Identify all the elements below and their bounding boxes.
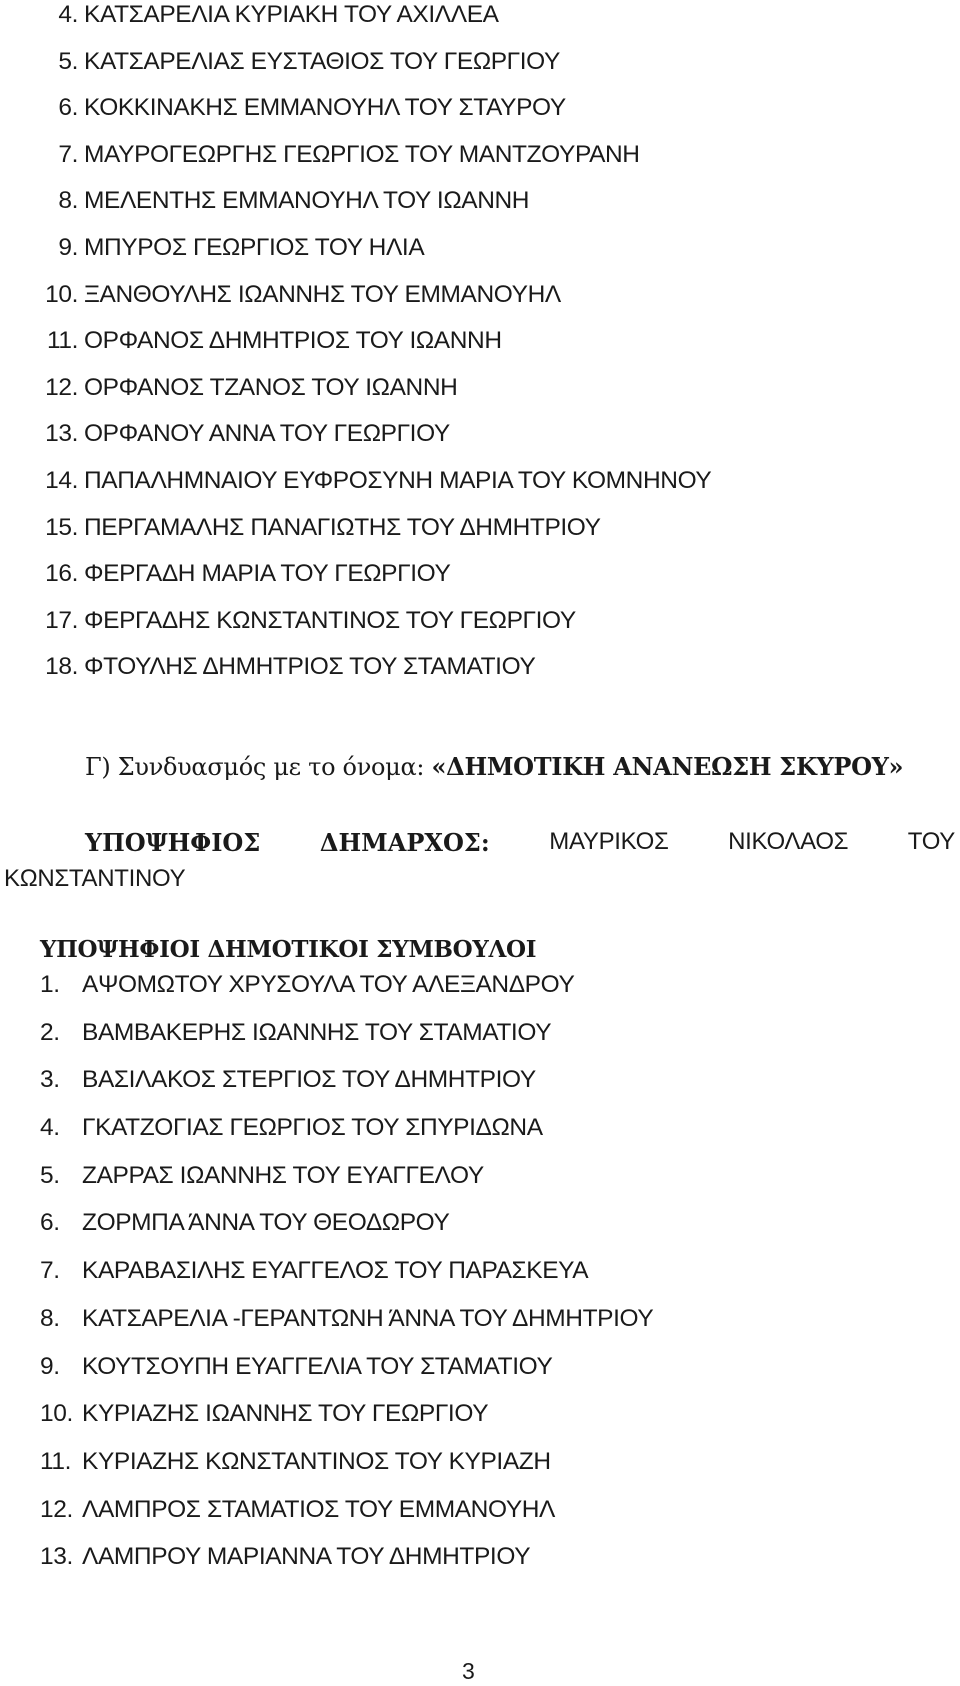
section-heading-prefix: Γ) Συνδυασμός με το όνομα:: [85, 753, 432, 781]
list-item-name: ΚΑΡΑΒΑΣΙΛΗΣ ΕΥΑΓΓΕΛΟΣ ΤΟΥ ΠΑΡΑΣΚΕΥΑ: [82, 1257, 589, 1285]
list-item-number: 11.: [46, 327, 78, 355]
candidate-list-item: [0, 93, 711, 140]
councillor-list-item: [0, 970, 653, 1018]
candidate-list-item: [0, 652, 711, 699]
candidate-list-item: [0, 47, 711, 94]
list-item-number: 10.: [45, 280, 78, 308]
councillor-list-item: [0, 1161, 653, 1209]
list-item-number: 6.: [40, 1209, 60, 1237]
mayor-name-word3: ΤΟΥ: [907, 828, 955, 855]
list-item-name: ΚΥΡΙΑΖΗΣ ΚΩΝΣΤΑΝΤΙΝΟΣ ΤΟΥ ΚΥΡΙΑΖΗ: [82, 1447, 551, 1475]
candidate-list-item: [0, 559, 711, 606]
councillors-heading: ΥΠΟΨΗΦΙΟΙ ΔΗΜΟΤΙΚΟΙ ΣΥΜΒΟΥΛΟΙ: [40, 936, 537, 963]
councillor-list-item: [0, 1256, 653, 1304]
councillor-list-item: [0, 1113, 653, 1161]
list-item-name: ΞΑΝΘΟΥΛΗΣ ΙΩΑΝΝΗΣ ΤΟΥ ΕΜΜΑΝΟΥΗΛ: [84, 280, 561, 308]
list-item-name: ΑΨΟΜΩΤΟΥ ΧΡΥΣΟΥΛΑ ΤΟΥ ΑΛΕΞΑΝΔΡΟΥ: [82, 971, 575, 998]
list-item-number: 10.: [40, 1400, 73, 1428]
list-item-name: ΠΕΡΓΑΜΑΛΗΣ ΠΑΝΑΓΙΩΤΗΣ ΤΟΥ ΔΗΜΗΤΡΙΟΥ: [84, 513, 601, 541]
party-name: «ΔΗΜΟΤΙΚΗ ΑΝΑΝΕΩΣΗ ΣΚΥΡΟΥ»: [431, 752, 904, 781]
list-item-number: 4.: [40, 1114, 60, 1142]
list-item-number: 3.: [40, 1066, 60, 1094]
mayor-name-word1: ΜΑΥΡΙΚΟΣ: [549, 828, 669, 855]
list-item-number: 2.: [40, 1018, 60, 1046]
list-item-name: ΚΑΤΣΑΡΕΛΙΑ ΚΥΡΙΑΚΗ ΤΟΥ ΑΧΙΛΛΕΑ: [84, 1, 499, 28]
mayor-label-word1: ΥΠΟΨΗΦΙΟΣ: [85, 828, 261, 857]
mayor-label-word2: ΔΗΜΑΡΧΟΣ:: [319, 828, 490, 857]
councillor-list-item: [0, 1352, 653, 1400]
list-item-name: ΜΕΛΕΝΤΗΣ ΕΜΜΑΝΟΥΗΛ ΤΟΥ ΙΩΑΝΝΗ: [84, 187, 530, 215]
list-item-name: ΚΑΤΣΑΡΕΛΙΑΣ ΕΥΣΤΑΘΙΟΣ ΤΟΥ ΓΕΩΡΓΙΟΥ: [84, 47, 560, 75]
list-item-name: ΒΑΣΙΛΑΚΟΣ ΣΤΕΡΓΙΟΣ ΤΟΥ ΔΗΜΗΤΡΙΟΥ: [82, 1066, 536, 1094]
councillor-list-item: [0, 1208, 653, 1256]
list-item-number: 9.: [58, 233, 78, 261]
list-item-name: ΟΡΦΑΝΟΥ ΑΝΝΑ ΤΟΥ ΓΕΩΡΓΙΟΥ: [84, 420, 450, 448]
list-item-number: 13.: [45, 420, 78, 448]
list-item-number: 14.: [45, 466, 78, 494]
list-item-name: ΜΠΥΡΟΣ ΓΕΩΡΓΙΟΣ ΤΟΥ ΗΛΙΑ: [84, 233, 425, 261]
list-item-number: 8.: [58, 187, 78, 215]
candidate-list-item: [0, 0, 711, 47]
list-item-name: ΟΡΦΑΝΟΣ ΤΖΑΝΟΣ ΤΟΥ ΙΩΑΝΝΗ: [84, 373, 458, 401]
councillor-list-item: [0, 1495, 653, 1543]
list-item-name: ΖΑΡΡΑΣ ΙΩΑΝΝΗΣ ΤΟΥ ΕΥΑΓΓΕΛΟΥ: [82, 1161, 484, 1189]
list-item-name: ΖΟΡΜΠΑ ΆΝΝΑ ΤΟΥ ΘΕΟΔΩΡΟΥ: [82, 1209, 450, 1237]
councillor-list-item: [0, 1542, 653, 1590]
councillor-list-item: [0, 1447, 653, 1495]
councillor-list-item: [0, 1399, 653, 1447]
list-item-name: ΛΑΜΠΡΟΣ ΣΤΑΜΑΤΙΟΣ ΤΟΥ ΕΜΜΑΝΟΥΗΛ: [82, 1495, 556, 1523]
mayor-name-word2: ΝΙΚΟΛΑΟΣ: [728, 828, 849, 855]
list-item-number: 7.: [58, 140, 78, 168]
list-item-number: 8.: [40, 1304, 60, 1332]
candidate-list-item: [0, 513, 711, 560]
list-item-number: 12.: [45, 373, 78, 401]
list-item-name: ΛΑΜΠΡΟΥ ΜΑΡΙΑΝΝΑ ΤΟΥ ΔΗΜΗΤΡΙΟΥ: [82, 1543, 531, 1571]
list-item-name: ΚΥΡΙΑΖΗΣ ΙΩΑΝΝΗΣ ΤΟΥ ΓΕΩΡΓΙΟΥ: [82, 1400, 489, 1428]
candidate-list-item: [0, 280, 711, 327]
list-item-number: 12.: [40, 1495, 73, 1523]
candidate-list-item: [0, 140, 711, 187]
list-item-name: ΓΚΑΤΖΟΓΙΑΣ ΓΕΩΡΓΙΟΣ ΤΟΥ ΣΠΥΡΙΔΩΝΑ: [82, 1114, 543, 1142]
councillor-list-item: [0, 1065, 653, 1113]
section-heading: [85, 752, 903, 781]
councillor-list-item: [0, 1018, 653, 1066]
list-item-name: ΠΑΠΑΛΗΜΝΑΙΟΥ ΕΥΦΡΟΣΥΝΗ ΜΑΡΙΑ ΤΟΥ ΚΟΜΝΗΝΟΥ: [84, 466, 712, 494]
list-item-name: ΟΡΦΑΝΟΣ ΔΗΜΗΤΡΙΟΣ ΤΟΥ ΙΩΑΝΝΗ: [84, 327, 502, 355]
councillor-list: [0, 970, 653, 1590]
list-item-number: 1.: [40, 971, 60, 998]
list-item-number: 16.: [45, 560, 78, 588]
list-item-number: 17.: [45, 606, 78, 634]
list-item-name: ΦΕΡΓΑΔΗΣ ΚΩΝΣΤΑΝΤΙΝΟΣ ΤΟΥ ΓΕΩΡΓΙΟΥ: [84, 606, 576, 634]
list-item-name: ΚΟΥΤΣΟΥΠΗ ΕΥΑΓΓΕΛΙΑ ΤΟΥ ΣΤΑΜΑΤΙΟΥ: [82, 1352, 553, 1380]
list-item-name: ΦΕΡΓΑΔΗ ΜΑΡΙΑ ΤΟΥ ΓΕΩΡΓΙΟΥ: [84, 560, 451, 588]
mayor-candidate-line: [85, 828, 955, 857]
candidate-list-item: [0, 466, 711, 513]
mayor-name-line2: ΚΩΝΣΤΑΝΤΙΝΟΥ: [4, 865, 186, 892]
list-item-number: 5.: [40, 1161, 60, 1189]
councillor-list-item: [0, 1304, 653, 1352]
list-item-name: ΜΑΥΡΟΓΕΩΡΓΗΣ ΓΕΩΡΓΙΟΣ ΤΟΥ ΜΑΝΤΖΟΥΡΑΝΗ: [84, 140, 640, 168]
list-item-number: 6.: [58, 94, 78, 122]
list-item-number: 7.: [40, 1257, 60, 1285]
list-item-number: 11.: [40, 1447, 72, 1475]
list-item-number: 13.: [40, 1543, 73, 1571]
candidate-list-item: [0, 606, 711, 653]
candidate-list-item: [0, 326, 711, 373]
candidate-list-item: [0, 419, 711, 466]
list-item-name: ΚΟΚΚΙΝΑΚΗΣ ΕΜΜΑΝΟΥΗΛ ΤΟΥ ΣΤΑΥΡΟΥ: [84, 94, 566, 122]
candidate-list-continued: [0, 0, 711, 699]
candidate-list-item: [0, 233, 711, 280]
list-item-name: ΚΑΤΣΑΡΕΛΙΑ -ΓΕΡΑΝΤΩΝΗ ΆΝΝΑ ΤΟΥ ΔΗΜΗΤΡΙΟΥ: [82, 1304, 654, 1332]
page-number: 3: [462, 1658, 475, 1684]
list-item-number: 18.: [45, 653, 78, 681]
list-item-number: 4.: [58, 1, 78, 28]
candidate-list-item: [0, 373, 711, 420]
list-item-number: 5.: [58, 47, 78, 75]
candidate-list-item: [0, 186, 711, 233]
list-item-name: ΦΤΟΥΛΗΣ ΔΗΜΗΤΡΙΟΣ ΤΟΥ ΣΤΑΜΑΤΙΟΥ: [84, 653, 536, 681]
list-item-name: ΒΑΜΒΑΚΕΡΗΣ ΙΩΑΝΝΗΣ ΤΟΥ ΣΤΑΜΑΤΙΟΥ: [82, 1018, 552, 1046]
list-item-number: 15.: [45, 513, 78, 541]
list-item-number: 9.: [40, 1352, 60, 1380]
